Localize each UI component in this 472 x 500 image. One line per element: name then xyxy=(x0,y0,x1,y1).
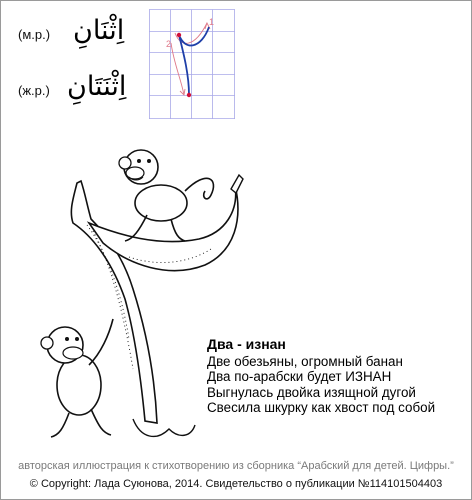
digit-stroke-arc xyxy=(179,27,209,45)
copyright-notice: © Copyright: Лада Суюнова, 2014. Свидетельство о публикации №114101504403 xyxy=(29,478,443,490)
illustration-caption: авторская иллюстрация к стихотворению из сборника “Арабский для детей. Цифры.” xyxy=(18,460,454,472)
bottom-monkey-muzzle xyxy=(63,347,83,359)
bottom-monkey-eye xyxy=(65,337,69,341)
poem-line: Свесила шкурку как хвост под собой xyxy=(207,400,436,416)
digit-stroke-stem xyxy=(179,35,189,95)
stroke-step-1: 1 xyxy=(209,17,215,27)
top-monkey-eye xyxy=(137,159,141,163)
poem-title: Два - изнан xyxy=(207,336,286,352)
stroke-end-dot xyxy=(187,93,191,97)
feminine-arabic-word: اِثْنَتَانِ xyxy=(67,71,127,102)
bottom-monkey-arm xyxy=(89,319,113,365)
stroke-step-2: 2 xyxy=(166,39,172,49)
peel-tail xyxy=(133,419,195,436)
top-monkey-body xyxy=(135,185,187,221)
bottom-monkey-body xyxy=(57,355,101,415)
poem-line: Выгнулась двойка изящной дугой xyxy=(207,384,416,400)
masculine-arabic-word: اِثْنَانِ xyxy=(73,15,125,46)
bottom-monkey-leg xyxy=(51,413,69,437)
top-monkey-ear xyxy=(119,157,131,169)
masculine-label: (м.р.) xyxy=(18,27,51,42)
top-monkey-leg xyxy=(171,219,185,241)
bottom-monkey-ear xyxy=(41,337,53,349)
stroke-start-dot xyxy=(177,33,181,37)
feminine-label: (ж.р.) xyxy=(18,83,50,98)
poem-line: Два по-арабски будет ИЗНАН xyxy=(207,369,392,385)
stroke-order-grid xyxy=(149,9,235,119)
poem-line: Две обезьяны, огромный банан xyxy=(207,353,403,369)
top-monkey-tail xyxy=(185,178,213,199)
poem xyxy=(207,337,435,416)
banana-tip xyxy=(231,175,243,193)
top-monkey-muzzle xyxy=(126,167,144,179)
